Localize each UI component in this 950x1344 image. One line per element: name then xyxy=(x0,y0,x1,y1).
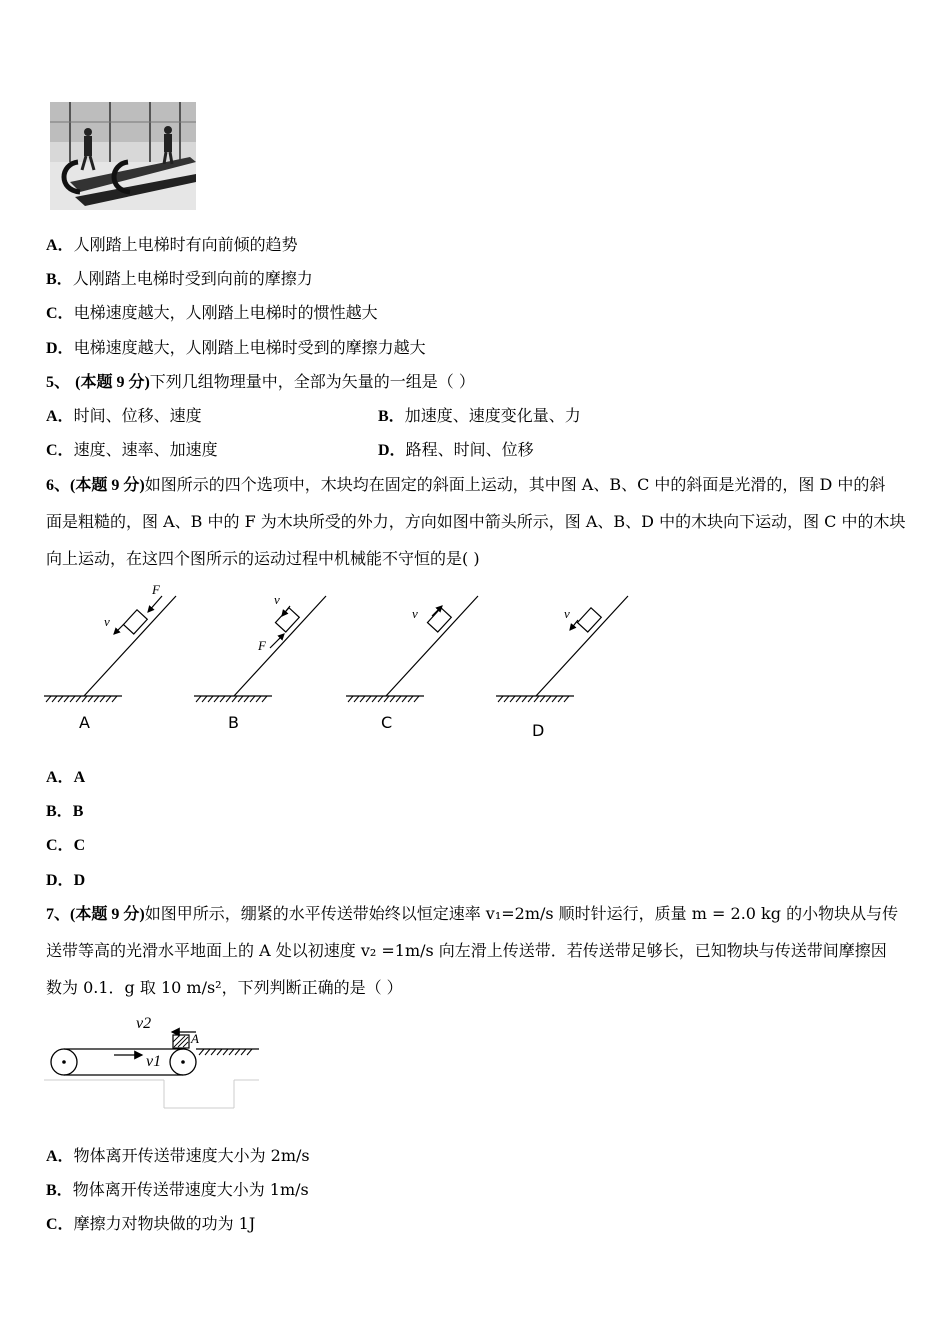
label-v1: v1 xyxy=(146,1053,162,1070)
incline-diagram-d xyxy=(496,596,628,740)
q6-stem-line2: 面是粗糙的，图 A、B 中的 F 为木块所受的外力，方向如图中箭头所示，图 A、B、D 中的木块向下运动，图 C 中的木块 xyxy=(46,512,906,531)
label-force-b: F xyxy=(258,638,266,653)
q7-option-b: B．物体离开传送带速度大小为 1m/s xyxy=(46,1180,309,1199)
label-diagram-d: D xyxy=(532,721,545,740)
q4-option-b: B．人刚踏上电梯时受到向前的摩擦力 xyxy=(46,269,313,288)
q6-option-d: D．D xyxy=(46,872,86,889)
q5-option-d: D．路程、时间、位移 xyxy=(378,440,534,459)
label-velocity-b: v xyxy=(274,592,280,607)
incline-diagram-a xyxy=(44,582,176,732)
q6-option-a: A．A xyxy=(46,769,86,786)
q4-option-c: C．电梯速度越大，人刚踏上电梯时的惯性越大 xyxy=(46,303,378,322)
q6-option-b: B．B xyxy=(46,803,84,820)
q7-stem-line3: 数为 0.1．g 取 10 m/s²，下列判断正确的是（ ） xyxy=(46,978,403,997)
q6-stem-line3: 向上运动，在这四个图所示的运动过程中机械能不守恒的是( ) xyxy=(46,549,480,568)
label-v2: v2 xyxy=(136,1015,152,1032)
label-diagram-b: B xyxy=(228,713,239,732)
q5-option-c: C．速度、速率、加速度 xyxy=(46,440,218,459)
escalator-photo xyxy=(50,102,196,210)
q5-option-b: B．加速度、速度变化量、力 xyxy=(378,406,581,425)
label-velocity-d: v xyxy=(564,606,570,621)
label-force-a: F xyxy=(152,582,160,597)
q7-stem-line1: 7、(本题 9 分)如图甲所示，绷紧的水平传送带始终以恒定速率 v₁=2m/s 顺时针运行，质量 m = 2.0 kg 的小物块从与传 xyxy=(46,904,899,923)
label-diagram-a: A xyxy=(79,713,90,732)
label-point-a: A xyxy=(191,1031,199,1046)
q4-option-a: A．人刚踏上电梯时有向前倾的趋势 xyxy=(46,235,298,254)
q4-option-d: D．电梯速度越大，人刚踏上电梯时受到的摩擦力越大 xyxy=(46,338,426,357)
q7-stem-line2: 送带等高的光滑水平地面上的 A 处以初速度 v₂ =1m/s 向左滑上传送带．若传送带足够长，已知物块与传送带间摩擦因 xyxy=(46,941,887,960)
label-velocity-c: v xyxy=(412,606,418,621)
q7-option-c: C．摩擦力对物块做的功为 1J xyxy=(46,1214,256,1233)
incline-diagram-b xyxy=(194,592,326,732)
q7-conveyor-diagram xyxy=(44,1010,264,1110)
incline-diagram-c xyxy=(346,596,478,732)
q5-option-a: A．时间、位移、速度 xyxy=(46,406,202,425)
q5-stem: 5、 (本题 9 分)下列几组物理量中，全部为矢量的一组是（ ） xyxy=(46,372,475,391)
q6-option-c: C．C xyxy=(46,837,86,854)
q6-stem-line1: 6、(本题 9 分)如图所示的四个选项中，木块均在固定的斜面上运动，其中图 A、B、C 中的斜面是光滑的，图 D 中的斜 xyxy=(46,475,886,494)
label-velocity-a: v xyxy=(104,614,110,629)
q6-incline-diagrams xyxy=(44,578,644,748)
q7-option-a: A．物体离开传送带速度大小为 2m/s xyxy=(46,1146,310,1165)
label-diagram-c: C xyxy=(381,713,393,732)
